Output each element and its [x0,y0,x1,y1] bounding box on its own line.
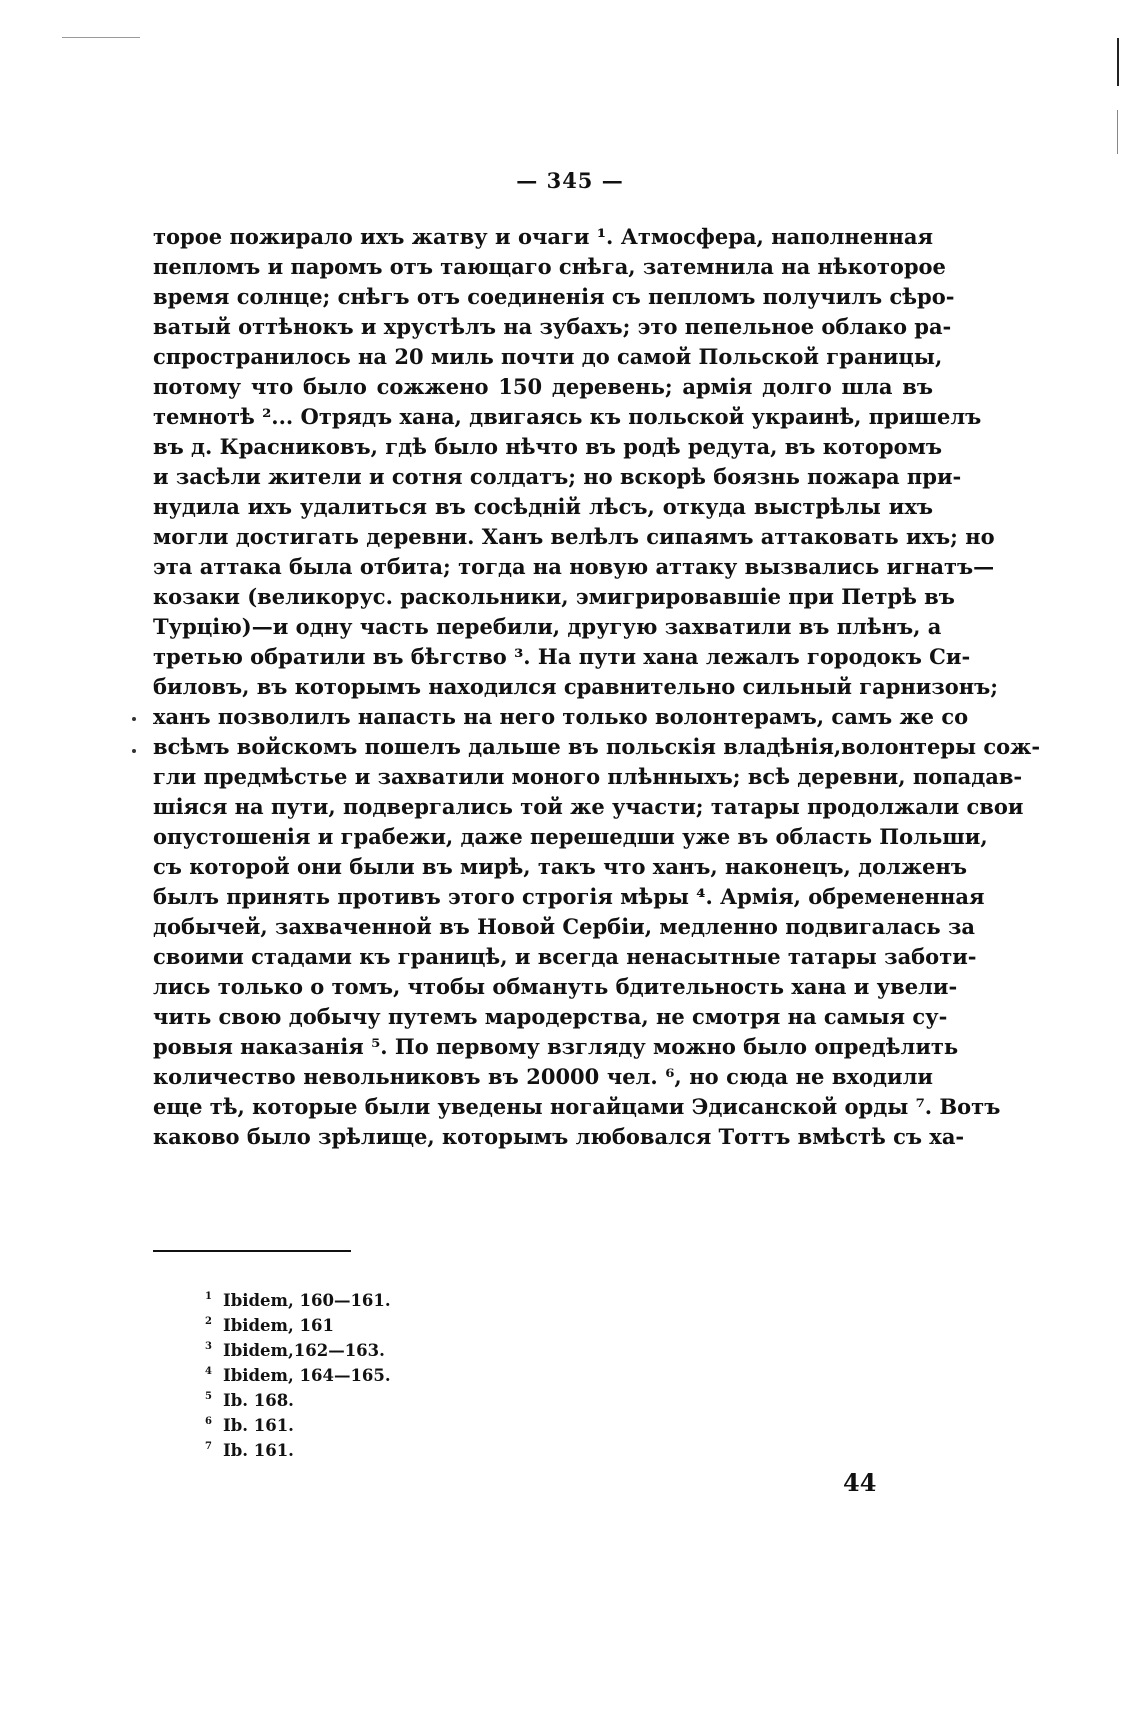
text-line: нудила ихъ удалиться въ сосѣдній лѣсъ, откуда выстрѣлы ихъ [153,494,933,519]
footnote-number: 4 [205,1366,212,1377]
footnote [205,1438,391,1463]
text-line: Турцію)—и одну часть перебили, другую захватили въ плѣнъ, а [153,614,942,639]
text-line: своими стадами къ границѣ, и всегда ненасытные татары заботи- [153,944,977,969]
text-line: биловъ, въ которымъ находился сравнительно сильный гарнизонъ; [153,674,999,699]
footnote-number: 7 [205,1441,212,1452]
text-line: пепломъ и паромъ отъ тающаго снѣга, затемнила на нѣкоторое [153,254,946,279]
text-line: количество невольниковъ въ 20000 чел. ⁶, но сюда не входили [153,1064,933,1089]
text-line: чить свою добычу путемъ мародерства, не смотря на самыя су- [153,1004,948,1029]
text-line: козаки (великорус. раскольники, эмигрировавшіе при Петрѣ въ [153,584,955,609]
footnote-text: Ibidem, 164—165. [223,1366,391,1385]
footnote [205,1313,391,1338]
scan-artifact-dot [132,749,136,753]
text-line: съ которой они были въ мирѣ, такъ что ханъ, наконецъ, долженъ [153,854,968,879]
signature-mark: 44 [843,1468,877,1497]
footnote [205,1388,391,1413]
text-line: время солнце; снѣгъ отъ соединенія съ пепломъ получилъ сѣро- [153,284,955,309]
footnote [205,1288,391,1313]
footnote [205,1363,391,1388]
scan-artifact-right-line-faint [1117,110,1118,154]
scan-artifact-dot [132,717,136,721]
footnote-number: 6 [205,1416,212,1427]
text-line: и засѣли жители и сотня солдатъ; но вскорѣ боязнь пожара при- [153,464,962,489]
footnote-text: Ibidem, 161 [223,1316,334,1335]
footnote-number: 5 [205,1391,212,1402]
text-line: добычей, захваченной въ Новой Сербіи, медленно подвигалась за [153,914,975,939]
text-line: потому что было сожжено 150 деревень; армія долго шла въ [153,374,933,399]
text-line: эта аттака была отбита; тогда на новую аттаку вызвались игнатъ— [153,554,995,579]
footnote-number: 2 [205,1316,212,1327]
text-line: темнотѣ ²... Отрядъ хана, двигаясь къ польской украинѣ, пришелъ [153,404,982,429]
footnote-number: 3 [205,1341,212,1352]
body-text [153,222,1041,1152]
text-line: третью обратили въ бѣгство ³. На пути хана лежалъ городокъ Си- [153,644,971,669]
scan-artifact-right-line [1117,38,1119,86]
text-line: лись только о томъ, чтобы обмануть бдительность хана и увели- [153,974,958,999]
footnote [205,1338,391,1363]
footnote-text: Ib. 161. [223,1416,294,1435]
text-line: опустошенія и грабежи, даже перешедши уже въ область Польши, [153,824,988,849]
footnotes [205,1288,391,1463]
text-line: еще тѣ, которые были уведены ногайцами Эдисанской орды ⁷. Вотъ [153,1094,1001,1119]
text-line: ватый оттѣнокъ и хрустѣлъ на зубахъ; это пепельное облако ра- [153,314,952,339]
footnote-separator [153,1250,351,1252]
text-line: въ д. Красниковъ, гдѣ было нѣчто въ родѣ редута, въ которомъ [153,434,942,459]
footnote-text: Ibidem, 160—161. [223,1291,391,1310]
footnote-text: Ib. 161. [223,1441,294,1460]
scan-artifact-top-line [62,37,140,38]
text-line: каково было зрѣлище, которымъ любовался Тоттъ вмѣстѣ съ ха- [153,1124,965,1149]
footnote-text: Ib. 168. [223,1391,294,1410]
page-number: — 345 — [516,168,624,193]
text-line: ровыя наказанія ⁵. По первому взгляду можно было опредѣлить [153,1034,959,1059]
text-line: былъ принять противъ этого строгія мѣры ⁴. Армія, обремененная [153,884,985,909]
footnote [205,1413,391,1438]
text-line: могли достигать деревни. Ханъ велѣлъ сипаямъ аттаковать ихъ; но [153,524,995,549]
footnote-number: 1 [205,1291,212,1302]
text-line: ханъ позволилъ напасть на него только волонтерамъ, самъ же со [153,704,969,729]
text-line: всѣмъ войскомъ пошелъ дальше въ польскія владѣнія,волонтеры сож- [153,734,1041,759]
text-line: гли предмѣстье и захватили моного плѣнныхъ; всѣ деревни, попадав- [153,764,1023,789]
footnote-text: Ibidem,162—163. [223,1341,385,1360]
text-line: торое пожирало ихъ жатву и очаги ¹. Атмосфера, наполненная [153,224,933,249]
text-line: шіяся на пути, подвергались той же участи; татары продолжали свои [153,794,1024,819]
text-line: спространилось на 20 миль почти до самой Польской границы, [153,344,943,369]
